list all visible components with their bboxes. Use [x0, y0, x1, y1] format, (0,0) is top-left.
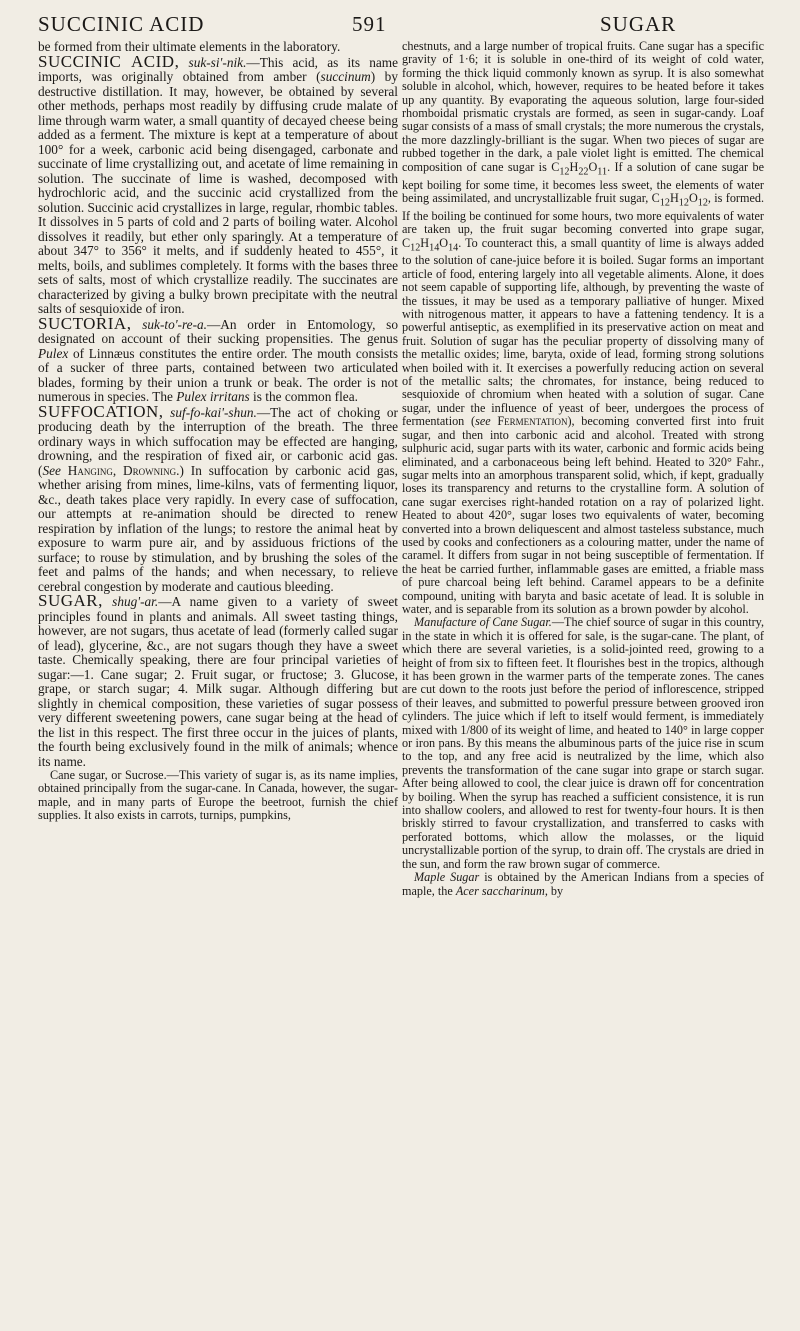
headword: SUCCINIC ACID,	[38, 51, 180, 71]
pronunciation: shug'-ar.	[112, 594, 159, 609]
header-right: SUGAR	[600, 12, 677, 36]
genus-name: Pulex	[38, 345, 69, 361]
maple-sugar-paragraph: Maple Sugar is obtained by the American Indians from a species of maple, the Acer saccharinum, by	[402, 870, 764, 898]
entry-suctoria: SUCTORIA, suk-to'-re-a.—An order in Entomology, so designated on account of their sucking propensities. The genus Pulex of Linnæus constitutes the entire order. The mouth consists of a sucker of three parts, contained between two articulated blades, forming by their union a trunk or beak. The order is not numerous in species. The Pulex irritans is the common flea.	[38, 313, 398, 404]
pronunciation: suk-si'-nik.	[188, 54, 247, 70]
section-heading: Maple Sugar	[414, 870, 480, 885]
right-column	[402, 40, 764, 898]
running-header	[0, 12, 800, 42]
cross-reference: Fermentation	[497, 414, 568, 429]
entry-succinic-acid: SUCCINIC ACID, suk-si'-nik.—This acid, as its name imports, was originally obtained from amber (succinum) by destructive distillation. It may, however, be obtained by several other methods, perhaps most readily by diffusing crude malate of lime through warm water, a small quantity of decayed cheese being added as a ferment. The mixture is kept at a temperature of about 100° for a week, carbonic acid being disengaged, carbonate and succinate of lime crystallizing out, and acetate of lime remaining in solution. The succinate of lime is washed, decomposed with hydrochloric acid, and the succinic acid crystallized from the solution. Succinic acid crystallizes in large, regular, rhombic tables. It dissolves in 5 parts of cold and 2 parts of boiling water. Alcohol dissolves it readily, but ether only sparingly. At a temperature of about 347° to 356° it melts, and if suddenly heated to 455°, it melts, boils, and sublimes completely. It forms with the bases three sets of salts, most of which crystallize readily. The succinates are characterized by giving a bulky brown precipitate with the neutral salts of sesquioxide of iron.	[38, 51, 399, 316]
headword: SUGAR,	[38, 591, 103, 610]
entry-sugar: SUGAR, shug'-ar.—A name given to a variety of sweet principles found in plants and animals. All sweet tasting things, however, are not sugars, thus acetate of lead (formerly called sugar of lead), glycerine, &c., are not sugars though they have a sweet taste. Chemically speaking, there are four principal varieties of sugar:—1. Cane sugar; 2. Fruit sugar, or fructose; 3. Glucose, grape, or starch sugar; 4. Milk sugar. Although differing but slightly in chemical composition, these varieties of sugar possess very different sweetening powers, cane sugar being at the head of the list in this respect. The first three occur in the juices of plants, the fourth being exclusively found in the milk of animals; whence its name.	[38, 591, 398, 769]
entry-suffocation: SUFFOCATION, suf-fo-kai'-shun.—The act of choking or producing death by the interruption of the breath. The three ordinary ways in which suffocation may be effected are hanging, drowning, and the respiration of fixed air, or carbonic acid gas. (See Hanging, Drowning.) In suffocation by carbonic acid gas, whether arising from mines, lime-kilns, vats of fermenting liquor, &c., death takes place very rapidly. In every case of suffocation, our attempts at re-animation should be directed to renew respiration by inflation of the lungs; to restore the animal heat by exposure to warm pure air, and by assiduous frictions of the surface; to rouse by stimulation, and by brushing the soles of the feet and palms of the hands; and when necessary, to relieve cerebral congestion by moderate and cautious bleeding.	[38, 401, 398, 594]
cane-sugar-paragraph: Cane sugar, or Sucrose.—This variety of sugar is, as its name implies, obtained principally from the sugar-cane. In Canada, however, the sugar-maple, and in many parts of Europe the beetroot, furnish the chief supplies. It also exists in carrots, turnips, pumpkins,	[38, 768, 398, 823]
cross-reference: Drowning	[123, 462, 177, 478]
latin-term: succinum	[320, 69, 371, 84]
cane-sugar-properties: chestnuts, and a large number of tropical fruits. Cane sugar has a specific gravity of 1·6; it is soluble in one-third of its weight of cold water, forming the thick liquid commonly known as syrup. It is also somewhat soluble in alcohol, which, however, requires to be heated before it takes up any quantity. By evaporating the aqueous solution, large four-sided rhomboidal prismatic crystals are formed, as seen in sugar-candy. Loaf sugar consists of a mass of small crystals; the more numerous the crystals, the more dazzlingly-brilliant is the sugar. When two pieces of sugar are rubbed together in the dark, a pale violet light is emitted. The chemical composition of cane sugar is $C_{12}H_{22}O_{11}$. If a solution of cane sugar be kept boiling for some time, it becomes less sweet, the elements of water being assimilated, and uncrystallizable fruit sugar, $C_{12}H_{12}O_{12}$, is formed. If the boiling be continued for some hours, two more equivalents of water are taken up, the fruit sugar becoming converted into grape sugar, $C_{12}H_{14}O_{14}$. To counteract this, a small quantity of lime is always added to the solution of cane-juice before it is boiled. Sugar forms an important article of food, entering largely into all vegetable aliments. Alone, it does not seem capable of supporting life, although, by preventing the waste of the tissues, it may be used as a temporary palliative of hunger. Mixed with nitrogenous matter, it appears to have a fattening tendency. It is a powerful antiseptic, as exemplified in its preservative action on meat and fruit. Solution of sugar has the peculiar property of dissolving many of the metallic oxides; lime, baryta, oxide of lead, forming strong solutions when boiled with it. It exercises a powerfully reducing action on several of the metallic salts; the chromates, for instance, being reduced to sesquioxide of chromium when heated with a solution of sugar. Cane sugar, under the influence of yeast of beer, undergoes the process of fermentation (see Fermentation), becoming converted first into fruit sugar, and then into carbonic acid and alcohol. Treated with strong sulphuric acid, sugar parts with its water, carbonic and formic acids being eliminated, and a carbonaceous being left behind. Heated to 320° Fahr., sugar melts into an amorphous transparent solid, which, if kept, gradually loses its transparency and returns to the crystalline form. A solution of cane sugar exercises right-handed rotation on a ray of polarized light. Heated to about 420°, sugar loses two equivalents of water, becoming converted into a brown deliquescent and almost tasteless substance, much used by cooks and confectioners as a colouring matter, under the name of caramel. It differs from sugar in not being susceptible of fermentation. If the heat be carried further, inflammable gases are emitted, a friable mass of pure charcoal being left behind. Caramel appears to be a definite compound, uniting with baryta and basic acetate of lead. It is soluble in water, and is separable from its solution as a brown powder by alcohol.	[402, 39, 765, 616]
page-number: 591	[352, 12, 387, 36]
cross-reference: Hanging	[67, 462, 113, 478]
headword: SUFFOCATION,	[38, 401, 164, 421]
section-heading: Manufacture of Cane Sugar.	[414, 615, 552, 630]
fraction: 1/800	[460, 722, 489, 737]
header-left: SUCCINIC ACID	[38, 12, 205, 36]
manufacture-paragraph: Manufacture of Cane Sugar.—The chief source of sugar in this country, in the state in which it is offered for sale, is the sugar-cane. The plant, of which there are several varieties, is a solid-jointed reed, growing to a height of from six to fifteen feet. It flourishes best in the tropics, although it has been grown in the warmer parts of the temperate zones. The canes are cut down to the roots just before the period of inflorescence, stripped of their leaves, and submitted to powerful pressure between grooved iron cylinders. The juice which if left to itself would ferment, is immediately mixed with 1/800 of its weight of lime, and heated to 140° in large copper or iron pans. By this means the albuminous parts of the juice rise in scum to the top, and any free acid is neutralized by the lime, which also prevents the transformation of the cane sugar into grape or starch sugar. After being allowed to cool, the clear juice is drawn off for concentration by boiling. When the syrup has reached a sufficient consistence, it is run into shallow coolers, and allowed to rest for twenty-four hours. It is then briskly stirred to favour crystallization, and transferred to casks with perforated bottoms, which allow the molasses, or the liquid uncrystallizable portion of the syrup, to drain off. The crystals are dried in the sun, and form the raw brown sugar of commerce.	[402, 615, 764, 871]
species-name: Pulex irritans	[176, 389, 250, 404]
headword: SUCTORIA,	[38, 313, 132, 333]
species-name: Acer saccharinum	[455, 883, 545, 898]
left-column	[38, 40, 398, 823]
pronunciation: suf-fo-kai'-shun.	[170, 404, 257, 420]
intro-paragraph: be formed from their ultimate elements in the laboratory.	[38, 39, 341, 54]
pronunciation: suk-to'-re-a.	[142, 316, 207, 332]
